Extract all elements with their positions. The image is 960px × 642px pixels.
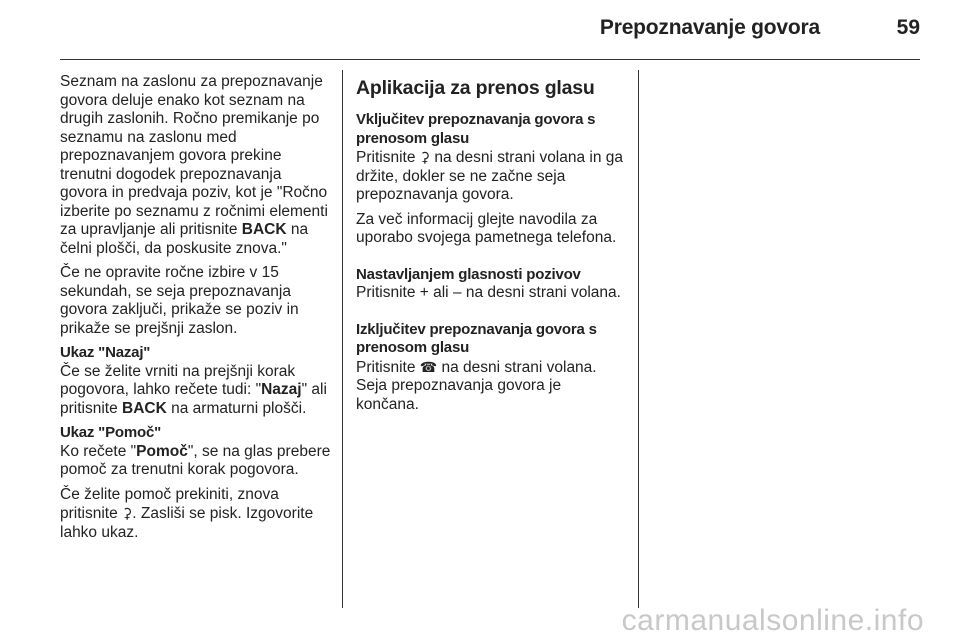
column-divider-left	[342, 70, 343, 608]
heading-enable-voice: Vključitev prepoznavanja govora s prenosom glasu	[356, 111, 596, 147]
voice-button-icon: ⚳	[122, 505, 133, 521]
header-divider	[60, 59, 920, 60]
paragraph-timeout: Če ne opravite ročne izbire v 15 sekundah, se seja prepoznavanja govora zaključi, prikaže se poziv in prikaže se prejšnji zaslon.	[60, 264, 299, 337]
plus-icon: +	[419, 284, 429, 301]
paragraph-pomoc-stop: Če želite pomoč prekiniti, znova pritisnite ⚳. Zasliši se pisk. Izgovorite lahko ukaz.	[60, 485, 314, 541]
left-column	[60, 73, 332, 548]
heading-prompt-volume: Nastavljanjem glasnosti pozivov	[356, 265, 581, 283]
paragraph-pomoc: Ko rečete "Pomoč", se na glas prebere pomoč za trenutni korak pogovora.	[60, 442, 331, 478]
page-number: 59	[896, 16, 920, 39]
section-heading-voice-pass-through: Aplikacija za prenos glasu	[356, 77, 595, 99]
heading-nazaj: Ukaz "Nazaj"	[60, 344, 151, 361]
paragraph-list-info: Seznam na zaslonu za prepoznavanje govora deluje enako kot seznam na drugih zaslonih. Ročno premikanje po seznamu na zaslonu med prepoznavanjem govora prekine trenutni dogodek prepoznavanja govora in predvaja poziv, kot je "Ročno izberite po seznamu z ročnimi elementi za upravljanje ali pritisnite BACK na čelni plošči, da poskusite znova."	[60, 73, 328, 257]
watermark: carmanualsonline.info	[621, 604, 924, 637]
paragraph-smartphone-info: Za več informacij glejte navodila za uporabo svojega pametnega telefona.	[356, 210, 617, 246]
heading-disable-voice: Izključitev prepoznavanja govora s prenosom glasu	[356, 320, 597, 356]
paragraph-disable-voice: Pritisnite ☎ na desni strani volana. Seja prepoznavanja govora je končana.	[356, 358, 597, 413]
column-divider-right	[638, 70, 639, 608]
middle-column	[356, 73, 628, 420]
voice-button-icon: ⚳	[419, 149, 431, 165]
minus-icon: –	[452, 284, 462, 301]
paragraph-nazaj: Če se želite vrniti na prejšnji korak pogovora, lahko rečete tudi: "Nazaj" ali pritisnite BACK na armaturni plošči.	[60, 362, 327, 417]
heading-pomoc: Ukaz "Pomoč"	[60, 424, 162, 441]
page-title: Prepoznavanje govora	[599, 16, 820, 39]
paragraph-enable-voice: Pritisnite ⚳ na desni strani volana in ga držite, dokler se ne začne seja prepoznavanja govora.	[356, 149, 624, 203]
paragraph-prompt-volume: Pritisnite + ali – na desni strani volana.	[356, 284, 621, 301]
hang-up-icon: ☎	[419, 358, 438, 375]
